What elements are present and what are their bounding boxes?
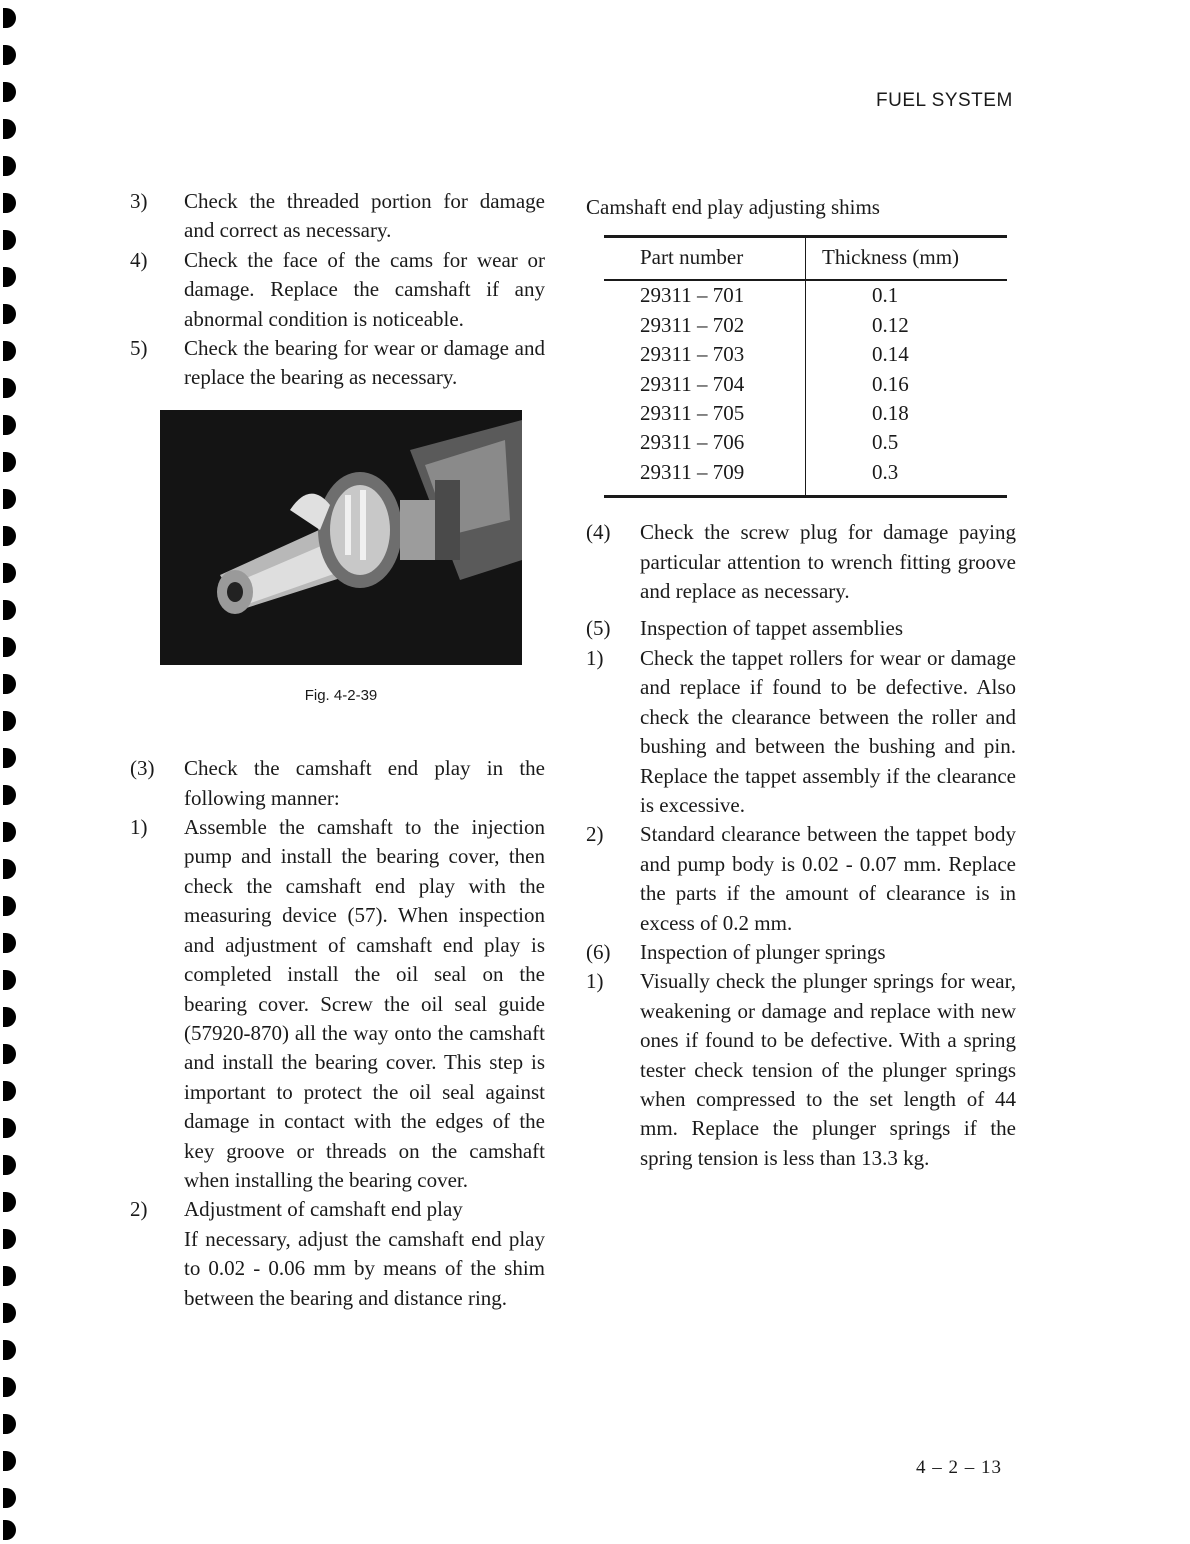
table-row	[604, 280, 1007, 310]
shim-table	[604, 235, 1007, 498]
item-number: 5)	[130, 336, 148, 361]
section-text: Inspection of tappet assemblies	[640, 616, 904, 641]
section-text: Inspection of plunger springs	[640, 939, 886, 964]
table-row	[604, 458, 1007, 497]
item-text: Visually check the plunger springs for wear, weakening or damage and replace with new ones if found to be defective. With a spring tester check tension of the plunger springs when compressed to the set length of 44 mm. Replace the plunger springs if the spring tension is less than 13.3 kg.	[640, 969, 1016, 1170]
section-text: Check the camshaft end play in the following manner:	[184, 756, 545, 810]
item-text: Check the tappet rollers for wear or damage and replace if found to be defective. Also check the clearance between the roller and bushing and between the bushing and pin. Replace the tappet assembly if the clearance is excessive.	[640, 645, 1016, 817]
item-text: Check the threaded portion for damage and correct as necessary.	[184, 189, 545, 243]
table-cell: 29311 – 709	[604, 458, 806, 497]
item-text: Check the face of the cams for wear or damage. Replace the camshaft if any abnormal condition is noticeable.	[184, 247, 545, 331]
table-cell: 0.18	[806, 399, 1008, 428]
page-number: 4 – 2 – 13	[916, 1457, 1002, 1478]
right-column	[586, 193, 1016, 1173]
section-number: (4)	[586, 520, 611, 545]
table-cell: 29311 – 702	[640, 312, 745, 337]
table-row	[604, 428, 1007, 457]
table-cell: 0.3	[806, 458, 1008, 497]
item-number: 1)	[586, 969, 604, 994]
list-item	[130, 1195, 545, 1313]
column-header: Part number	[604, 237, 806, 281]
table-header-row	[604, 237, 1007, 281]
item-number: 1)	[130, 815, 148, 840]
section-heading	[586, 938, 1016, 967]
column-header: Thickness (mm)	[806, 237, 1008, 281]
section-number: (6)	[586, 939, 611, 964]
list-item	[130, 334, 545, 393]
item-number: 2)	[130, 1197, 148, 1222]
table-title: Camshaft end play adjusting shims	[586, 195, 880, 219]
item-heading: Adjustment of camshaft end play	[184, 1197, 463, 1222]
list-item	[130, 187, 545, 246]
list-item	[130, 246, 545, 334]
item-text: Standard clearance between the tappet body and pump body is 0.02 - 0.07 mm. Replace the parts if the amount of clearance is in excess of 0.2 mm.	[640, 822, 1016, 935]
table-row	[604, 340, 1007, 369]
list-item	[586, 820, 1016, 938]
item-text	[184, 1195, 545, 1313]
binding-holes	[0, 0, 24, 1544]
list-item	[586, 644, 1016, 820]
table-cell: 0.12	[806, 311, 1008, 340]
table-cell: 29311 – 706	[640, 430, 745, 455]
table-row	[604, 370, 1007, 399]
item-number: 4)	[130, 247, 148, 272]
item-number: 1)	[586, 645, 604, 670]
table-cell: 29311 – 705	[640, 401, 745, 426]
section-text: Check the screw plug for damage paying particular attention to wrench fitting groove and replace as necessary.	[640, 520, 1016, 604]
table-cell: 0.14	[806, 340, 1008, 369]
list-item	[130, 813, 545, 1195]
item-detail: If necessary, adjust the camshaft end play to 0.02 - 0.06 mm by means of the shim between the bearing and distance ring.	[184, 1226, 545, 1310]
table-cell: 0.1	[806, 280, 1008, 310]
list-item	[586, 967, 1016, 1173]
left-column	[130, 187, 545, 1313]
section-heading	[586, 614, 1016, 643]
item-text: Check the bearing for wear or damage and replace the bearing as necessary.	[184, 336, 545, 390]
camshaft-illustration	[160, 410, 522, 665]
item-text: Assemble the camshaft to the injection pump and install the bearing cover, then check the camshaft end play with the measuring device (57). When inspection and adjustment of camshaft end play is completed install the oil seal on the bearing cover. Screw the oil seal guide (57920-870) all the way onto the camshaft and install the bearing cover. This step is important to protect the oil seal against damage in contact with the edges of the key groove or threads on the camshaft when installing the bearing cover.	[184, 815, 545, 1192]
table-row	[604, 311, 1007, 340]
section-heading	[586, 518, 1016, 606]
item-number: 3)	[130, 189, 148, 213]
table-row	[604, 399, 1007, 428]
section-number: (5)	[586, 616, 611, 641]
camshaft-photo	[160, 410, 522, 665]
figure-caption: Fig. 4-2-39	[304, 686, 378, 704]
section-heading	[130, 754, 545, 813]
table-cell: 0.5	[806, 428, 1008, 457]
section-header: FUEL SYSTEM	[876, 90, 1013, 111]
table-cell: 0.16	[806, 370, 1008, 399]
section-number: (3)	[130, 756, 155, 781]
table-cell: 29311 – 704	[640, 371, 745, 396]
table-cell: 29311 – 701	[640, 283, 745, 308]
table-cell: 29311 – 703	[640, 342, 745, 367]
item-number: 2)	[586, 822, 604, 847]
